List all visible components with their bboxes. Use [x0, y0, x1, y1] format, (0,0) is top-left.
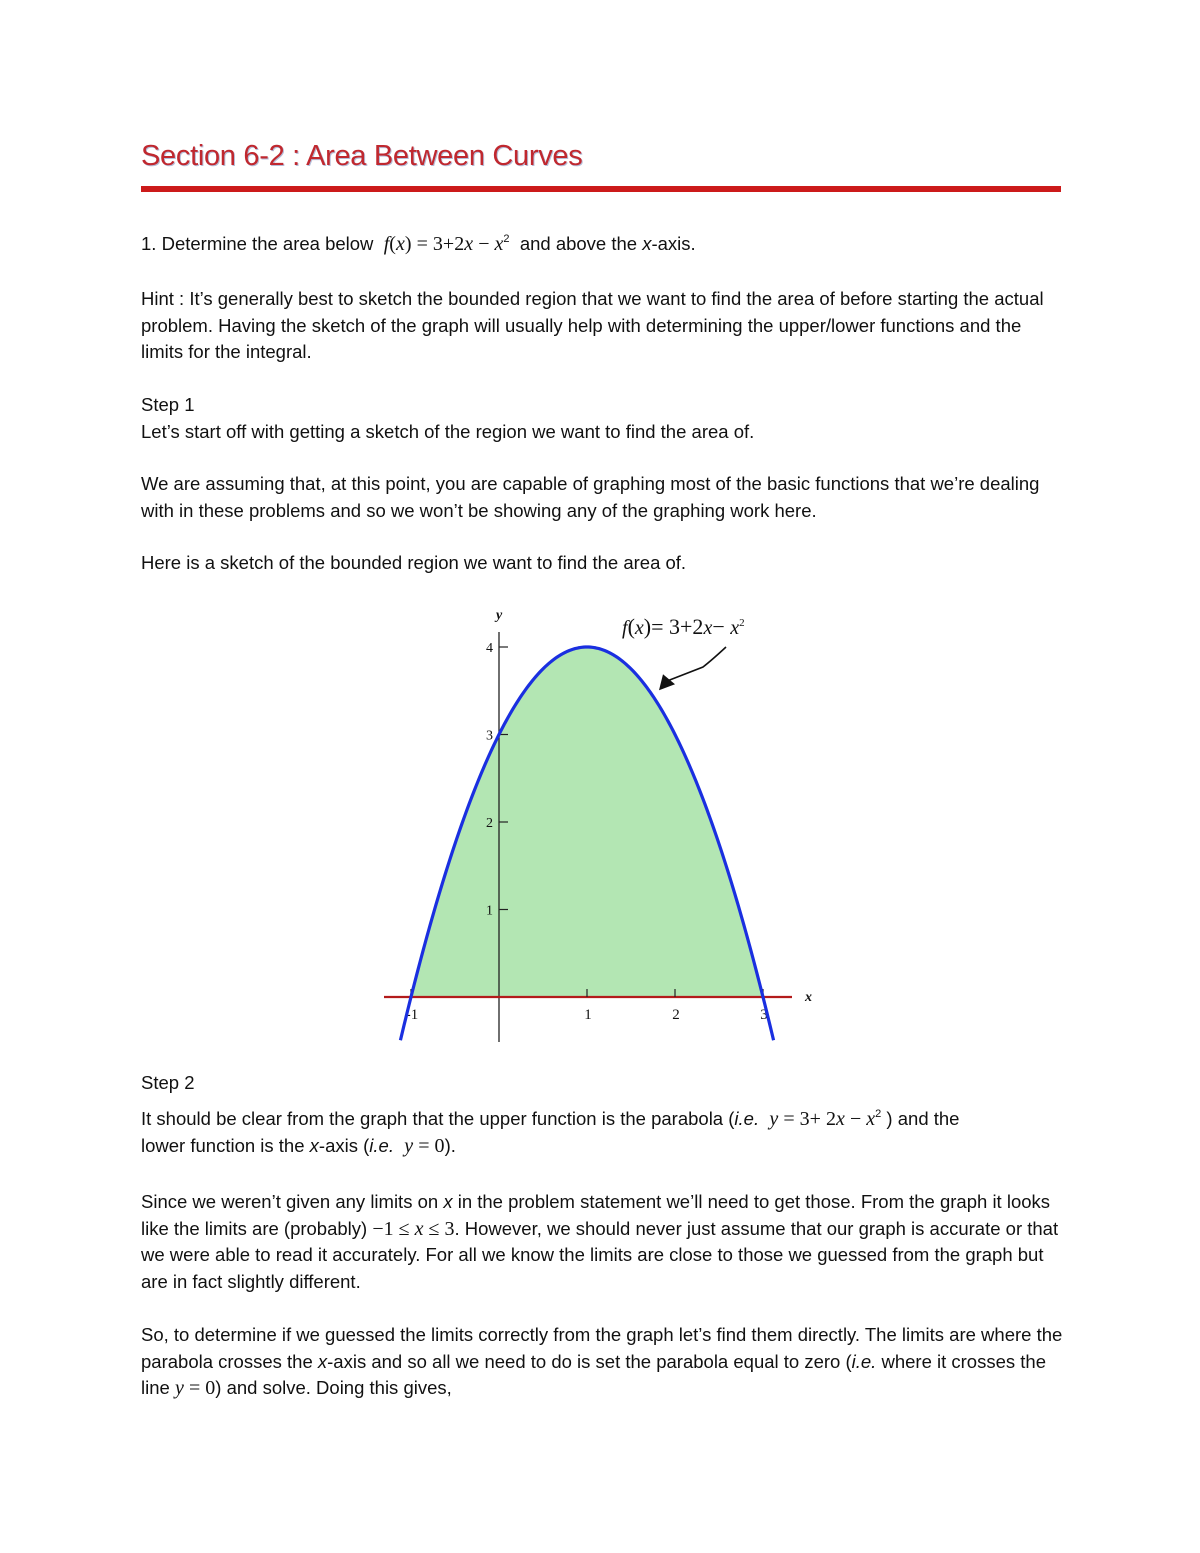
fn-x3: x — [730, 617, 740, 639]
step2-l1-eq: = 3+ 2 — [783, 1108, 836, 1130]
fn-eq: = 3+2 — [651, 614, 704, 639]
step1-line1: Let’s start off with getting a sketch of the region we want to find the area of. — [141, 421, 755, 442]
annotation-arrow-head — [659, 674, 675, 690]
fn-exp: 2 — [739, 617, 745, 629]
step2-l2-y: y — [404, 1135, 414, 1157]
step2-l1-x2: x — [866, 1108, 876, 1130]
fn-x: x — [634, 617, 644, 639]
problem-x: x — [395, 233, 405, 255]
limits-ineq-b: ≤ 3 — [423, 1217, 455, 1240]
fn-close: ) — [643, 614, 652, 639]
problem-number: 1. — [141, 233, 157, 254]
solve-a: So, to determine if we guessed the limits correctly from the graph let’s find them directly. The limits are where the parabola crosses the — [141, 1324, 1063, 1372]
x-tick-label-3: 3 — [760, 1007, 768, 1023]
step2-l1-b: ) and the — [881, 1108, 960, 1129]
step2-l1-x: x — [835, 1108, 845, 1130]
step2-l1-a: It should be clear from the graph that the upper function is the parabola ( — [141, 1108, 735, 1129]
step1-heading: Step 1 — [141, 394, 195, 415]
problem-f: f — [383, 233, 390, 255]
problem-xaxis-var: x — [642, 233, 652, 254]
step1-para2: We are assuming that, at this point, you are capable of graphing most of the basic functions that we’re dealing with in these problems and so we won’t be showing any of the graphing work here. — [141, 473, 1040, 521]
problem-text-before: Determine the area below — [161, 233, 374, 254]
section-title: Section 6-2 : Area Between Curves — [141, 140, 583, 172]
y-tick-label-1: 1 — [486, 903, 493, 919]
fn-x2: x — [703, 617, 713, 639]
problem-text-after-2: -axis. — [651, 233, 696, 254]
annotation-arrow-line — [669, 647, 726, 680]
function-label — [622, 614, 745, 640]
step2-l1-ie: i.e. — [734, 1108, 760, 1129]
x-axis-label: x — [805, 990, 812, 1005]
solve-eq: = 0 — [188, 1377, 216, 1399]
y-tick-label-3: 3 — [486, 728, 493, 744]
problem-eq: = 3+2 — [416, 233, 465, 255]
step1-para3: Here is a sketch of the bounded region we want to find the area of. — [141, 552, 687, 573]
solve-ie: i.e. — [851, 1350, 877, 1372]
y-tick-label-2: 2 — [486, 816, 493, 831]
step2-l1-exp: 2 — [875, 1108, 882, 1120]
limits-c: . However, we should never just assume that our graph is accurate or that we were able to read it accurately. For all we know the limits are close to those we guessed from the graph but are in fact slightly different. — [141, 1217, 1059, 1292]
problem-exp: 2 — [503, 233, 510, 245]
step2-l2-c: ). — [444, 1135, 456, 1156]
step2-l1-y: y — [769, 1108, 779, 1130]
limits-paragraph — [141, 1189, 1066, 1295]
step2-line2 — [141, 1133, 1066, 1160]
problem-text-after-1: and above the — [519, 233, 638, 254]
step2-l2-ie: i.e. — [369, 1135, 394, 1156]
x-tick-label-1: 1 — [584, 1007, 592, 1023]
solve-x: x — [317, 1350, 328, 1372]
step2-heading: Step 2 — [141, 1072, 195, 1093]
fn-open: ( — [627, 614, 635, 639]
problem-open: ( — [389, 233, 396, 255]
fn-f: f — [622, 617, 628, 639]
step2-l2-b: -axis ( — [318, 1135, 370, 1156]
solve-d: ) and solve. Doing this gives, — [215, 1377, 452, 1398]
x-tick-label-2: 2 — [672, 1007, 680, 1023]
solve-b: -axis and so all we need to do is set the parabola equal to zero ( — [327, 1350, 852, 1372]
problem-minus: − — [478, 233, 495, 255]
x-tick-label--1: -1 — [405, 1007, 419, 1023]
step2-l1-minus: − — [850, 1108, 867, 1130]
solve-paragraph — [141, 1322, 1066, 1402]
problem-close: ) — [404, 233, 412, 255]
problem-x2: x — [464, 233, 474, 255]
limits-a: Since we weren’t given any limits on — [141, 1191, 444, 1212]
limits-b: in the problem statement we’ll need to get those. From the graph it looks like the limits are (probably) — [141, 1191, 1051, 1239]
step2-line1 — [141, 1101, 1066, 1133]
solve-y: y — [174, 1377, 184, 1399]
step2-l2-eq: = 0 — [418, 1135, 445, 1157]
step2-l2-x: x — [309, 1135, 319, 1156]
solve-c: where it crosses the line — [141, 1350, 1046, 1398]
y-tick-label-4: 4 — [486, 641, 493, 656]
y-axis-label: y — [496, 608, 503, 623]
limits-x: x — [443, 1191, 453, 1212]
problem-x3: x — [494, 233, 504, 255]
step2-l2-a: lower function is the — [141, 1135, 310, 1156]
limits-ineq-a: −1 ≤ — [372, 1217, 415, 1240]
limits-ineq-x: x — [414, 1217, 424, 1240]
hint-paragraph: Hint : It’s generally best to sketch the bounded region that we want to find the area of before starting the actual problem. Having the sketch of the graph will usually help with determining the upper/lower functions and the limits for the integral. — [141, 288, 1044, 362]
fn-minus: − — [712, 614, 731, 639]
